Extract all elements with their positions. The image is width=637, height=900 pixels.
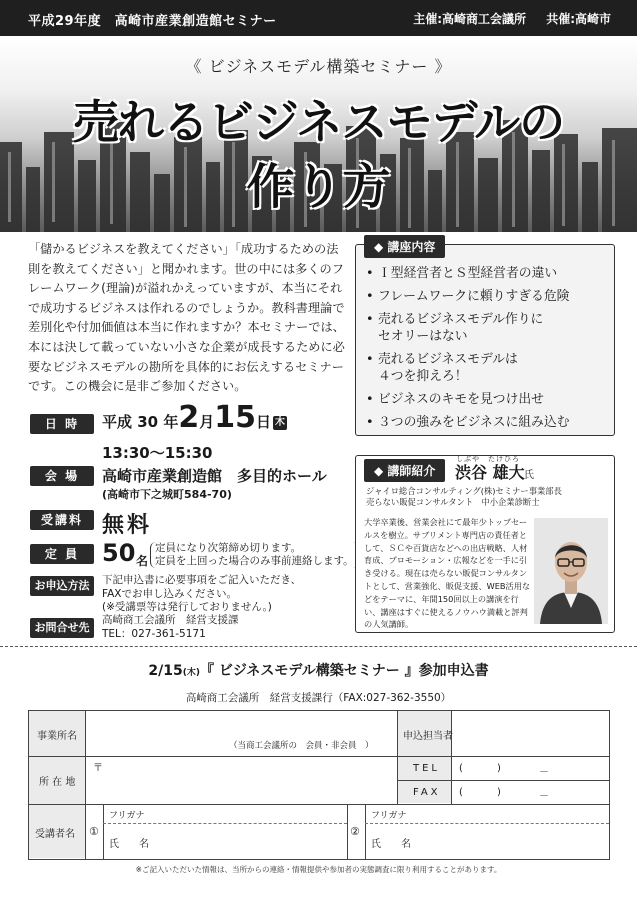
course-item: • フレームワークに頼りすぎる危険 — [366, 288, 570, 305]
course-content-tag: ◆ 講座内容 — [364, 235, 445, 258]
instructor-bio: 大学卒業後、営業会社にて最年少トップセールスを樹立。サブリメント専門店の責任者として、ＳＣや百貨店などへの出店戦略、人材育成、プロモーション・広報などを一手に引き受ける。現在は売らない販促コンサルタントとして、営業強化、販促支援、WEB活用などをテーマに、年間150回以上の講演を行い、講座はすぐに使えるノウハウ満載と評判の人気講師。 — [364, 517, 531, 630]
tel-paren-open: ( — [459, 763, 463, 774]
col-divider — [85, 711, 86, 859]
privacy-note: ※ご記入いただいた情報は、当所からの連絡・情報提供や参加者の実態調査に限り利用することがあります。 — [135, 865, 502, 874]
form-title-text: 『 ビジネスモデル構築セミナー 』参加申込書 — [199, 663, 489, 679]
apply-method-text — [102, 574, 301, 615]
name-label-2: 氏 名 — [371, 839, 411, 850]
affiliation-line1: ジャイロ総合コンサルティング(株)セミナー事業部長 — [366, 486, 562, 496]
hero-subtitle: 《 ビジネスモデル構築セミナー 》 — [185, 57, 452, 76]
hero-title-line1: 売れるビジネスモデルの — [72, 95, 565, 149]
col-divider — [397, 711, 398, 804]
fee-label: 受講料 — [30, 510, 94, 530]
company-field[interactable] — [93, 711, 395, 755]
course-item: • 売れるビジネスモデル作りに セオリーはない — [366, 311, 570, 345]
attendee-1-number: ① — [89, 825, 99, 838]
instructor-ruby: しぶや たけひろ — [456, 455, 520, 463]
instructor-name: 渋谷 雄大 — [455, 463, 525, 482]
contact-person-label: 申込担当者 — [403, 731, 453, 742]
postal-mark: 〒 — [93, 763, 103, 774]
tel-paren-close: ) — [497, 763, 501, 774]
date-value — [102, 400, 287, 435]
capacity-unit: 名 — [136, 554, 149, 568]
form-fax-line: 高崎商工会議所 経営支援課行（FAX:027-362-3550） — [185, 692, 452, 704]
course-list — [366, 265, 570, 437]
capacity-value: 50 — [102, 539, 136, 567]
affiliation-line2: 売らない販促コンサルタント 中小企業診断士 — [366, 497, 540, 507]
contact-line1: 高崎商工会議所 経営支援課 — [102, 614, 239, 626]
fax-paren-open: ( — [459, 787, 463, 798]
course-item: • 売れるビジネスモデルは ４つを抑えろ！ — [366, 351, 570, 385]
company-label: 事業所名 — [37, 731, 77, 742]
instructor-photo — [534, 518, 608, 624]
attendee-2-field[interactable] — [367, 805, 607, 857]
form-title — [0, 660, 637, 680]
col-divider — [451, 711, 452, 804]
attendee-1-field[interactable] — [105, 805, 345, 857]
fee-value: 無料 — [102, 513, 153, 538]
capacity-note-line1: 定員になり次第締め切ります。 — [155, 542, 302, 554]
course-item: • ３つの強みをビジネスに組み込む — [366, 414, 570, 431]
contact-text — [102, 614, 239, 641]
hero-banner — [0, 36, 637, 232]
intro-paragraph: 「儲かるビジネスを教えてください」「成功するための法則を教えてください」と聞かれます。世の中には多くのフレームワーク(理論)が溢れかえっていますが、本当にそれで成功するビジネスは作れるのでしょうか。教科書理論で差別化や付加価値は本当に作れますか？本セミナーでは、本には決して載っていない小さな企業が成長するために必要なビジネスモデルの勘所を具体的にお伝えするセミナーです。この機会に是非ご参加ください。 — [28, 242, 345, 394]
form-date: 2/15 — [148, 663, 183, 679]
fax-dash: － — [539, 791, 549, 802]
course-content-box — [355, 240, 615, 436]
course-item: • ビジネスのキモを見つけ出せ — [366, 391, 570, 408]
apply-line2: FAXでお申し込みください。 — [102, 587, 237, 600]
instructor-affiliation — [366, 486, 562, 508]
form-dow: (木) — [182, 668, 200, 678]
tel-label: TEL — [413, 763, 440, 774]
date-month: 2 — [178, 400, 200, 435]
portrait-graphic — [534, 518, 608, 624]
course-tag-label: 講座内容 — [387, 240, 436, 254]
furigana-label-1: フリガナ — [109, 811, 145, 821]
instructor-tag: ◆ 講師紹介 — [364, 459, 445, 482]
instructor-box — [355, 455, 615, 633]
organizer: 主催:高崎商工会議所 — [413, 12, 526, 26]
cosponsor: 共催:高崎市 — [546, 12, 611, 26]
apply-line1: 下記申込書に必要事項をご記入いただき、 — [102, 574, 302, 586]
cut-line — [0, 646, 637, 647]
day-unit: 日 — [255, 413, 271, 431]
hero-title-line2: 作り方 — [246, 159, 391, 215]
course-item: • Ｉ型経営者とＳ型経営者の違い — [366, 265, 570, 282]
tel-dash: － — [539, 767, 549, 778]
member-note: （当商工会議所の 会員・非会員 ） — [229, 741, 374, 751]
organizers — [413, 10, 611, 27]
time-value: 13:30～15:30 — [102, 444, 213, 462]
apply-method-label: お申込方法 — [30, 576, 94, 596]
capacity-note — [150, 542, 359, 568]
date-label: 日 時 — [30, 414, 94, 434]
col-divider — [103, 804, 104, 859]
col-divider — [365, 804, 366, 859]
capacity-note-line2: 定員を上回った場合のみ事前連絡します。 — [155, 555, 354, 567]
contact-label: お問合せ先 — [30, 618, 94, 638]
contact-person-field[interactable] — [453, 712, 607, 755]
fax-paren-close: ) — [497, 787, 501, 798]
instructor-tag-label: 講師紹介 — [387, 464, 436, 478]
top-bar — [0, 0, 637, 36]
fax-label: FAX — [413, 787, 441, 798]
col-divider — [347, 804, 348, 859]
venue-value: 高崎市産業創造館 多目的ホール — [102, 467, 327, 485]
application-form-table — [28, 710, 610, 860]
event-series: 平成29年度 高崎市産業創造館セミナー — [28, 14, 277, 29]
address-field[interactable] — [93, 757, 395, 803]
date-day: 15 — [214, 400, 256, 435]
name-label-1: 氏 名 — [109, 839, 149, 850]
contact-phone: TEL：027-361-5171 — [102, 627, 206, 640]
tel-field[interactable] — [453, 757, 607, 779]
month-unit: 月 — [199, 413, 215, 431]
attendee-label: 受講者名 — [35, 829, 75, 840]
venue-label: 会 場 — [30, 466, 94, 486]
venue-address: (高崎市下之城町584-70) — [102, 488, 232, 501]
fax-field[interactable] — [453, 781, 607, 803]
furigana-label-2: フリガナ — [371, 811, 407, 821]
apply-line3: (※受講票等は発行しておりません。) — [102, 601, 272, 613]
instructor-honorific: 氏 — [524, 470, 534, 481]
capacity-label: 定 員 — [30, 544, 94, 564]
date-era: 平成 30 年 — [102, 413, 179, 431]
address-label: 所 在 地 — [39, 777, 76, 788]
day-of-week-badge: 木 — [274, 416, 285, 428]
attendee-2-number: ② — [350, 825, 360, 838]
